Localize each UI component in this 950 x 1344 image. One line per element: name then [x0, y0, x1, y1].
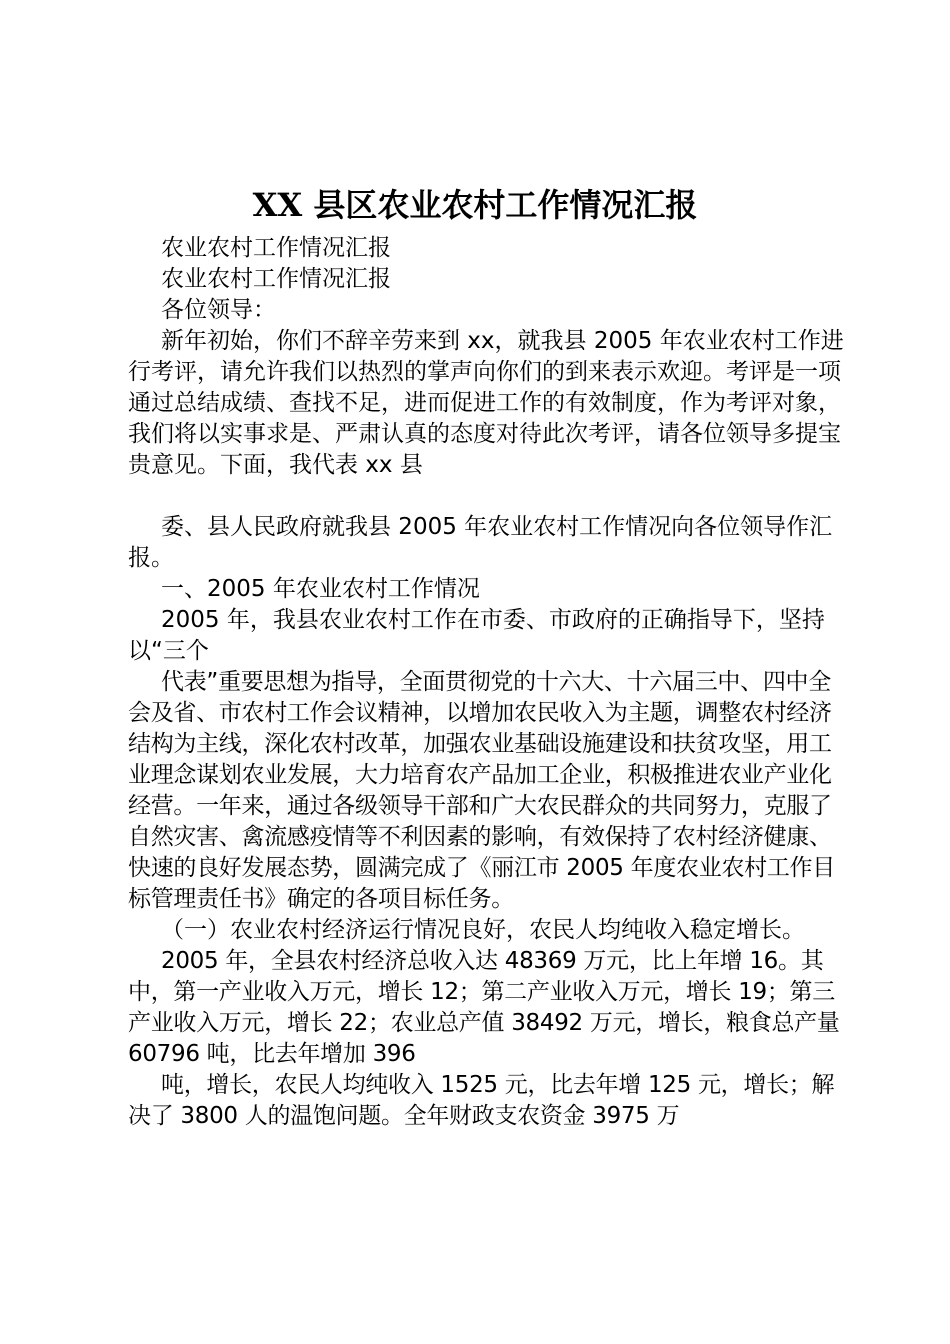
report-statement-paragraph: 委、县人民政府就我县 2005 年农业农村工作情况向各位领导作汇报。	[128, 514, 833, 571]
policy-paragraph: 代表”重要思想为指导，全面贯彻党的十六大、十六届三中、四中全会及省、市农村工作会议精神，以增加农民收入为主题，调整农村经济结构为主线，深化农村改革，加强农业基础设施建设和扶贫攻坚，用工业理念谋划农业发展，大力培育农产品加工企业，积极推进农业产业化经营。一年来，通过各级领导干部和广大农民群众的共同努力，克服了自然灾害、禽流感疫情等不利因素的影响，有效保持了农村经济健康、快速的良好发展态势，圆满完成了《丽江市 2005 年度农业农村工作目标管理责任书》确定的各项目标任务。	[128, 669, 835, 912]
section-intro-paragraph: 2005 年，我县农业农村工作在市委、市政府的正确指导下，坚持以“三个	[128, 607, 825, 664]
economy-paragraph: 2005 年，全县农村经济总收入达 48369 万元，比上年增 16。其中，第一产业收入万元，增长 12；第二产业收入万元，增长 19；第三产业收入万元，增长 22；农业总产值 38492 万元，增长，粮食总产量 60796 吨，比去年增加 396	[128, 948, 840, 1067]
salutation: 各位领导：	[161, 297, 276, 323]
section-heading-1: 一、2005 年农业农村工作情况	[161, 576, 480, 602]
subsection-heading-1: （一）农业农村经济运行情况良好，农民人均纯收入稳定增长。	[161, 917, 805, 943]
income-paragraph: 吨，增长，农民人均纯收入 1525 元，比去年增 125 元，增长；解决了 3800 人的温饱问题。全年财政支农资金 3975 万	[128, 1072, 835, 1129]
document-body	[128, 233, 848, 1132]
subtitle-line-2: 农业农村工作情况汇报	[161, 266, 391, 292]
subtitle-line-1: 农业农村工作情况汇报	[161, 235, 391, 261]
intro-paragraph: 新年初始，你们不辞辛劳来到 xx，就我县 2005 年农业农村工作进行考评，请允许我们以热烈的掌声向你们的到来表示欢迎。考评是一项通过总结成绩、查找不足，进而促进工作的有效制度，作为考评对象，我们将以实事求是、严肃认真的态度对待此次考评，请各位领导多提宝贵意见。下面，我代表 xx 县	[128, 328, 844, 478]
document-title: XX 县区农业农村工作情况汇报	[252, 186, 698, 224]
